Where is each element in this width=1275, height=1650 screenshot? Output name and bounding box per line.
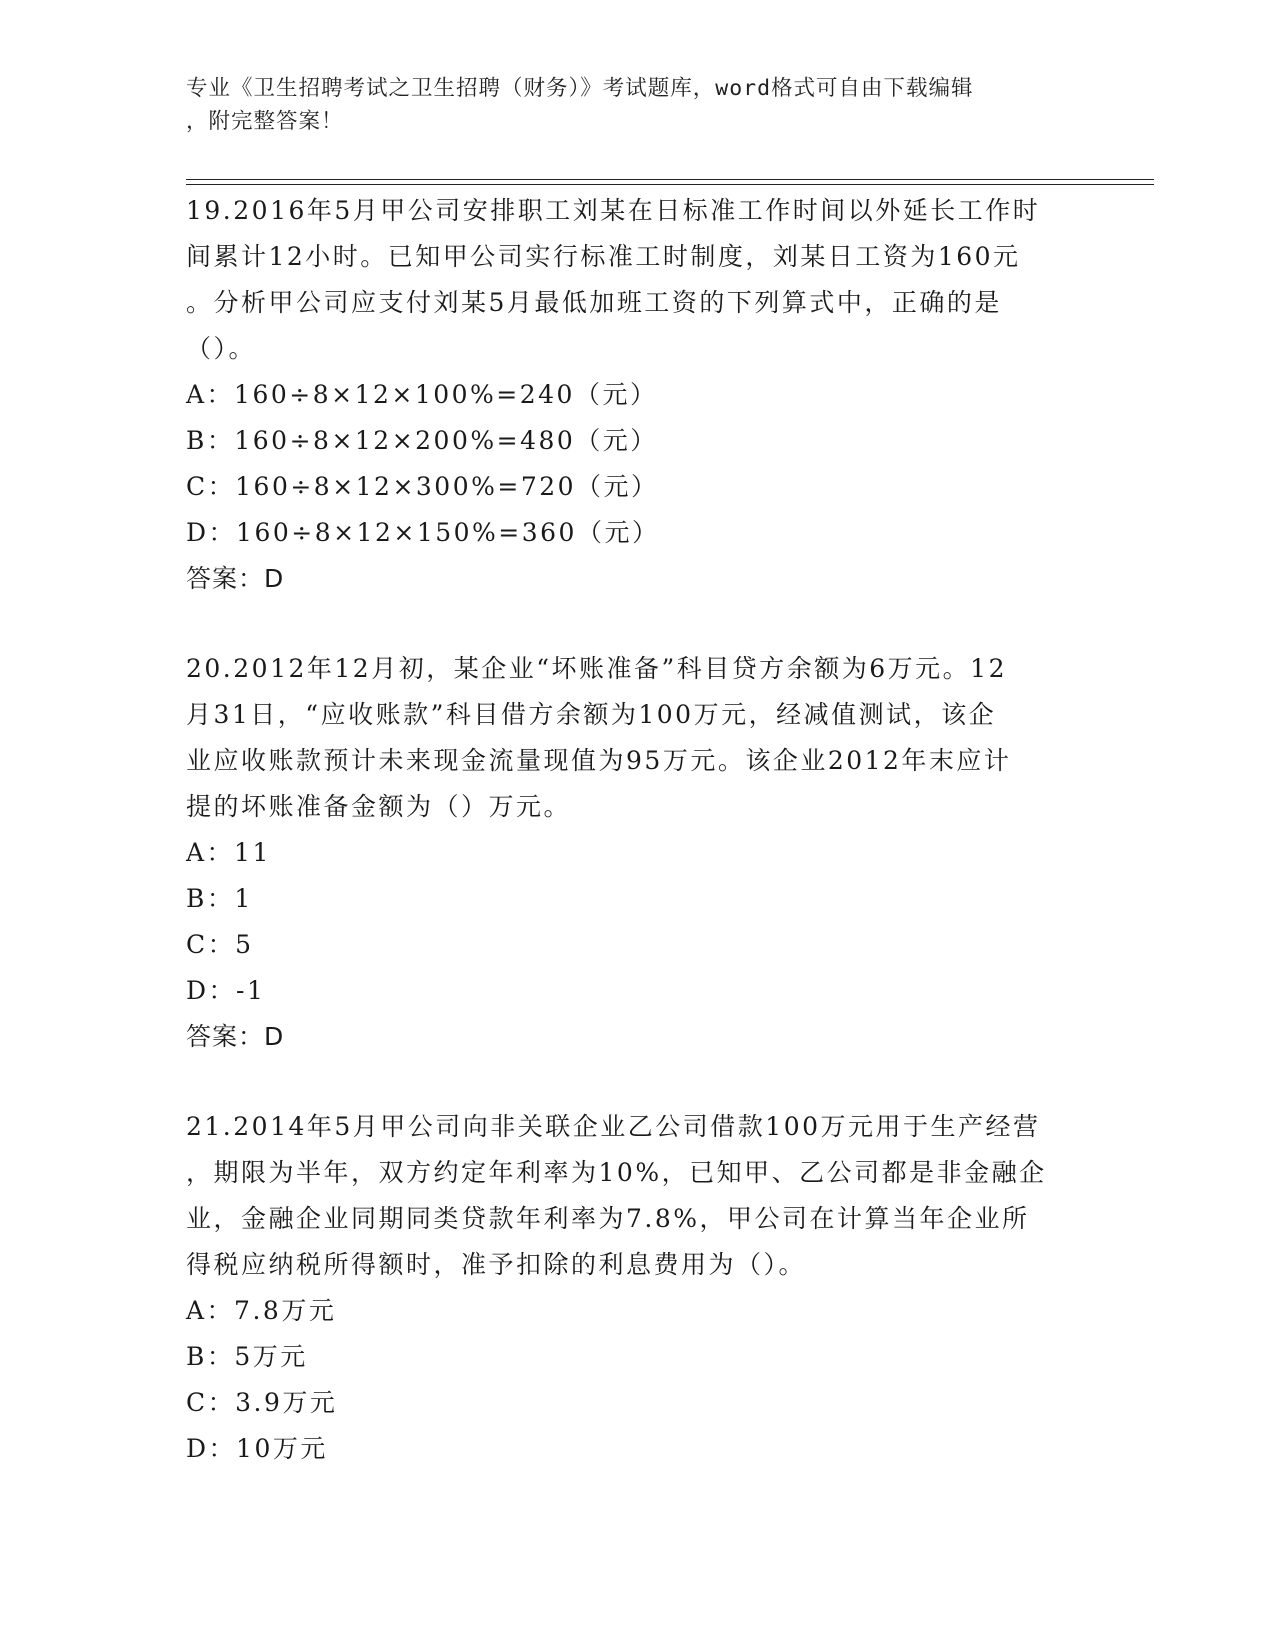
answer-line: 答案：D: [186, 564, 285, 593]
header-divider-top: [186, 179, 1154, 180]
option-d: D：-1: [186, 976, 266, 1005]
question-list: [186, 188, 1086, 1472]
question-text-line: 19.2016年5月甲公司安排职工刘某在日标准工作时间以外延长工作时: [186, 196, 1041, 225]
option-b: B：160÷8×12×200%=480（元）: [186, 426, 658, 455]
question-21: [186, 1104, 1086, 1472]
question-text-line: （）。: [186, 334, 257, 363]
option-c: C：160÷8×12×300%=720（元）: [186, 472, 659, 501]
header-line-1: 专业《卫生招聘考试之卫生招聘（财务）》考试题库，word格式可自由下载编辑: [186, 76, 974, 101]
question-text-line: 。分析甲公司应支付刘某5月最低加班工资的下列算式中，正确的是: [186, 288, 1002, 317]
question-text-line: 得税应纳税所得额时，准予扣除的利息费用为（）。: [186, 1250, 807, 1279]
question-text-line: ，期限为半年，双方约定年利率为10%，已知甲、乙公司都是非金融企: [186, 1158, 1047, 1187]
option-b: B：5万元: [186, 1342, 308, 1371]
question-spacer: [186, 1060, 1086, 1104]
option-d: D：160÷8×12×150%=360（元）: [186, 518, 660, 547]
question-text-line: 20.2012年12月初，某企业“坏账准备”科目贷方余额为6万元。12: [186, 654, 1007, 683]
question-text-line: 间累计12小时。已知甲公司实行标准工时制度，刘某日工资为160元: [186, 242, 1021, 271]
header-line-2: ，附完整答案！: [186, 109, 344, 134]
question-text-line: 业，金融企业同期同类贷款年利率为7.8%，甲公司在计算当年企业所: [186, 1204, 1030, 1233]
option-a: A：160÷8×12×100%=240（元）: [186, 380, 658, 409]
question-19: [186, 188, 1086, 602]
question-text-line: 21.2014年5月甲公司向非关联企业乙公司借款100万元用于生产经营: [186, 1112, 1041, 1141]
question-text-line: 月31日，“应收账款”科目借方余额为100万元，经减值测试，该企: [186, 700, 997, 729]
option-c: C：3.9万元: [186, 1388, 338, 1417]
question-spacer: [186, 602, 1086, 646]
question-20: [186, 646, 1086, 1060]
option-c: C：5: [186, 930, 254, 959]
option-a: A：7.8万元: [186, 1296, 337, 1325]
header-divider-bottom: [186, 184, 1154, 185]
document-header: [186, 72, 1066, 138]
answer-line: 答案：D: [186, 1022, 285, 1051]
option-a: A：11: [186, 838, 271, 867]
question-text-line: 业应收账款预计未来现金流量现值为95万元。该企业2012年末应计: [186, 746, 1012, 775]
option-b: B：1: [186, 884, 253, 913]
option-d: D：10万元: [186, 1434, 328, 1463]
question-text-line: 提的坏账准备金额为（）万元。: [186, 792, 572, 821]
